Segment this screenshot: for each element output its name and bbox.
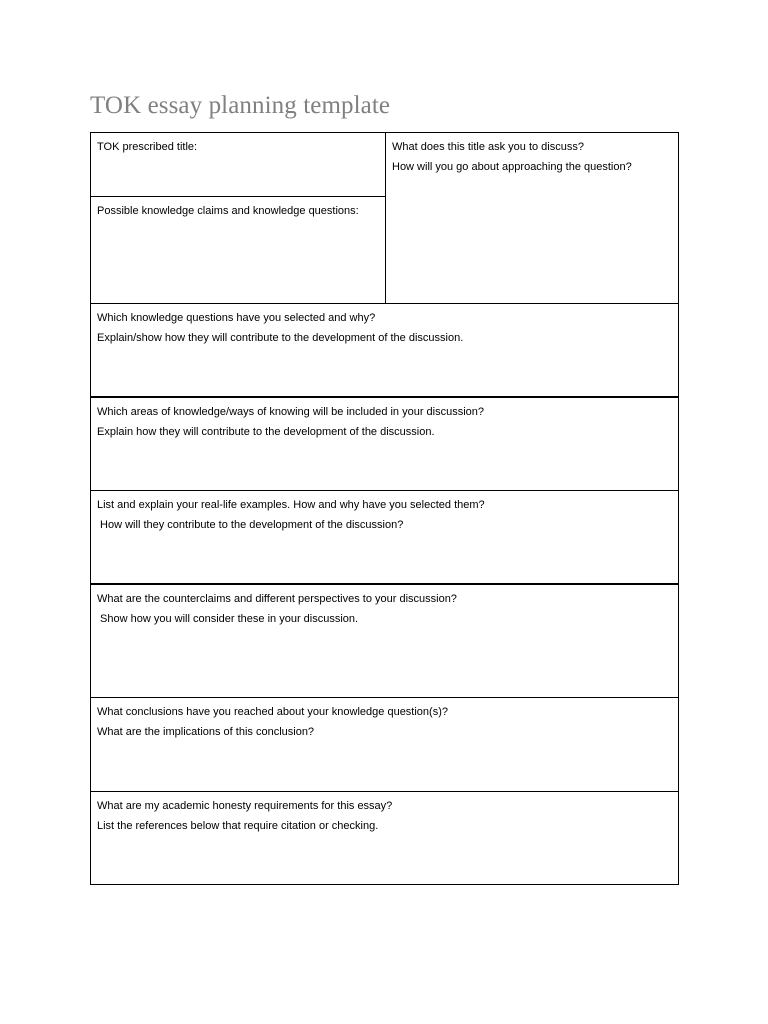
- cell-conclusions[interactable]: [91, 698, 678, 791]
- cell-label: Possible knowledge claims and knowledge questions:: [97, 205, 359, 217]
- cell-selected-questions[interactable]: [91, 304, 678, 396]
- cell-question: What are the counterclaims and different perspectives to your discussion?: [97, 593, 457, 605]
- cell-question: Which areas of knowledge/ways of knowing will be included in your discussion?: [97, 406, 485, 418]
- cell-prescribed-title[interactable]: [91, 133, 385, 196]
- cell-question: What conclusions have you reached about your knowledge question(s)?: [97, 706, 448, 718]
- cell-academic-honesty[interactable]: [91, 792, 678, 884]
- cell-question: List the references below that require citation or checking.: [97, 820, 379, 832]
- cell-question: What are the implications of this conclusion?: [97, 726, 315, 738]
- cell-real-life-examples[interactable]: [91, 491, 678, 583]
- cell-question: Which knowledge questions have you selected and why?: [97, 312, 376, 324]
- cell-question: Show how you will consider these in your discussion.: [97, 613, 359, 625]
- cell-question: List and explain your real-life examples. How and why have you selected them?: [97, 499, 485, 511]
- cell-label: TOK prescribed title:: [97, 141, 198, 153]
- cell-question: Explain/show how they will contribute to the development of the discussion.: [97, 332, 464, 344]
- cell-title-discuss[interactable]: [386, 133, 678, 303]
- cell-counterclaims[interactable]: [91, 585, 678, 697]
- page-title: TOK essay planning template: [90, 92, 391, 119]
- cell-question: How will they contribute to the development of the discussion?: [97, 519, 404, 531]
- cell-question: How will you go about approaching the question?: [392, 161, 632, 173]
- cell-question: What does this title ask you to discuss?: [392, 141, 584, 153]
- cell-question: What are my academic honesty requirements for this essay?: [97, 800, 393, 812]
- cell-areas-of-knowledge[interactable]: [91, 398, 678, 490]
- cell-question: Explain how they will contribute to the development of the discussion.: [97, 426, 435, 438]
- cell-knowledge-claims[interactable]: [91, 197, 385, 303]
